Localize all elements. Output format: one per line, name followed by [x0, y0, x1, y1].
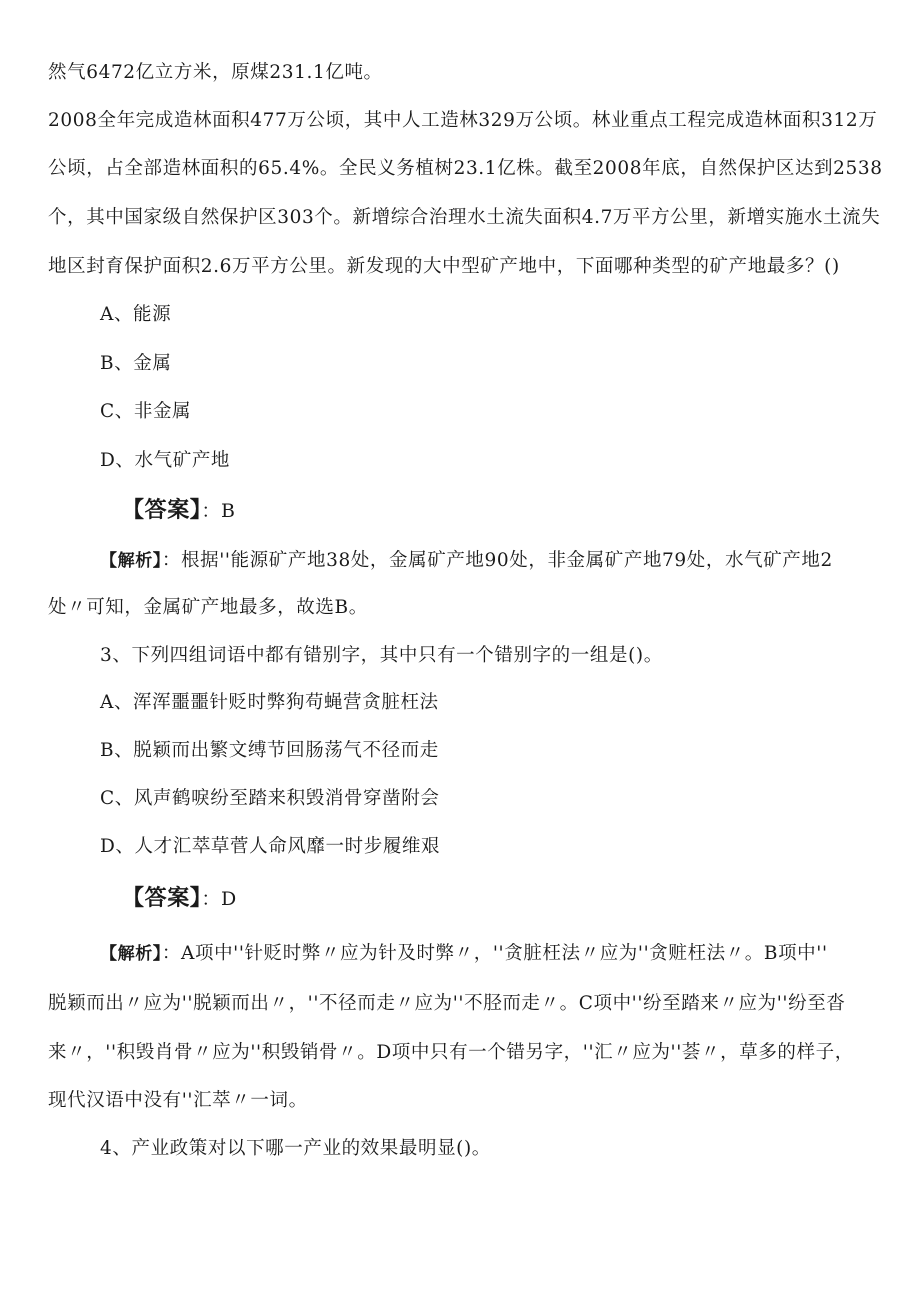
answer-value: ：D: [201, 888, 237, 910]
paragraph-line: 地区封育保护面积2.6万平方公里。新发现的大中型矿产地中，下面哪种类型的矿产地最多？(): [48, 256, 840, 277]
option-d: D、水气矿产地: [100, 450, 231, 471]
analysis-line: 处〃可知，金属矿产地最多，故选B。: [48, 597, 368, 618]
option-c: C、非金属: [100, 401, 192, 422]
analysis-line: [100, 941, 828, 967]
paragraph-line: 公顷，占全部造林面积的65.4%。全民义务植树23.1亿株。截至2008年底，自然保护区达到2538: [48, 158, 883, 179]
answer-row: [122, 886, 237, 912]
analysis-line: 脱颖而出〃应为''脱颖而出〃，''不径而走〃应为''不胫而走〃。C项中''纷至踏来〃应为''纷至沓: [48, 993, 846, 1014]
option-d: D、人才汇萃草菅人命风靡一时步履维艰: [100, 836, 441, 857]
question-4: 4、产业政策对以下哪一产业的效果最明显()。: [100, 1138, 491, 1159]
analysis-label: 【解析】: [100, 551, 162, 571]
answer-label: 【答案】: [122, 886, 202, 911]
option-a: A、浑浑噩噩针贬时弊狗苟蝇营贪脏枉法: [100, 692, 439, 713]
option-b: B、金属: [100, 353, 172, 374]
analysis-line: [100, 548, 833, 574]
paragraph-line: 个，其中国家级自然保护区303个。新增综合治理水土流失面积4.7万平方公里，新增实施水土流失: [48, 207, 881, 228]
analysis-text: ：根据''能源矿产地38处，金属矿产地90处，非金属矿产地79处，水气矿产地2: [161, 550, 833, 571]
option-c: C、风声鹤唳纷至踏来积毁消骨穿凿附会: [100, 788, 440, 809]
answer-row: [122, 498, 236, 524]
analysis-line: 现代汉语中没有''汇萃〃一词。: [48, 1090, 308, 1111]
option-a: A、能源: [100, 304, 172, 325]
answer-value: ：B: [201, 500, 236, 522]
analysis-line: 来〃，''积毁肖骨〃应为''积毁销骨〃。D项中只有一个错另字，''汇〃应为''荟〃，草多的样子，: [48, 1042, 854, 1063]
answer-label: 【答案】: [122, 498, 202, 523]
paragraph-line: 2008全年完成造林面积477万公顷，其中人工造林329万公顷。林业重点工程完成造林面积312万: [48, 110, 878, 131]
question-3: 3、下列四组词语中都有错别字，其中只有一个错别字的一组是()。: [100, 645, 663, 666]
option-b: B、脱颖而出繁文缚节回肠荡气不径而走: [100, 740, 439, 761]
analysis-label: 【解析】: [100, 944, 162, 964]
analysis-text: ：A项中''针贬时弊〃应为针及时弊〃，''贪脏枉法〃应为''贪赃枉法〃。B项中'': [161, 943, 828, 964]
continuation-line: 然气6472亿立方米，原煤231.1亿吨。: [48, 62, 383, 83]
